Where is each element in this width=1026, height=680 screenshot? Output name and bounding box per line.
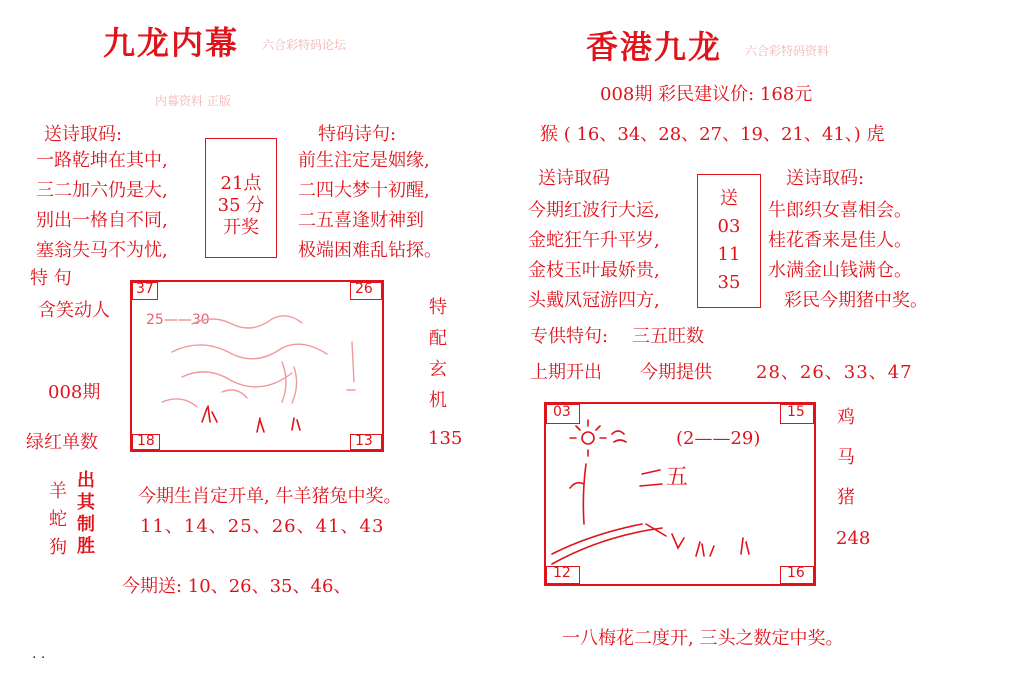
right-send-poem-label-left: 送诗取码 <box>538 168 610 189</box>
special-text: 三五旺数 <box>632 326 704 347</box>
poem-line: 二四大梦十初醒, <box>298 180 430 201</box>
corner-label-box: 26 <box>350 282 382 300</box>
poem-line: 头戴凤冠游四方, <box>528 290 660 311</box>
color-text: 绿红单数 <box>26 432 98 453</box>
poem-line: 极端困难乱钻探。 <box>298 240 442 261</box>
tepei-number: 135 <box>428 428 463 449</box>
sketch-drawing <box>546 404 810 580</box>
right-side-col: 鸡 马 猪 <box>837 407 855 508</box>
left-send-poem <box>36 146 168 266</box>
left-send-poem-label: 送诗取码: <box>44 124 123 145</box>
issue-number: 008期 <box>48 382 101 403</box>
chuqi-text: 今期生肖定开单, 牛羊猪兔中奖。 <box>138 486 402 507</box>
corner-label-box: 15 <box>780 404 814 424</box>
corner-label-box: 12 <box>546 566 580 584</box>
poem-line: 彩民今期猪中奖。 <box>784 290 928 311</box>
bottom-line: 一八梅花二度开, 三头之数定中奖。 <box>562 628 844 649</box>
poem-line: 桂花香来是佳人。 <box>768 230 912 251</box>
poem-line: 三二加六仍是大, <box>36 180 168 201</box>
picture-note: 25——30 <box>146 312 210 328</box>
chuqi-col: 出 其 制 胜 <box>77 470 95 557</box>
poem-line: 金蛇狂午升平岁, <box>528 230 660 251</box>
current-label: 今期提供 <box>640 362 712 383</box>
send-number-box: 送 03 11 35 <box>697 174 761 308</box>
corner-label-box: 13 <box>350 434 382 450</box>
left-tema-poem <box>298 146 442 266</box>
price-line: 008期 彩民建议价: 168元 <box>600 84 813 105</box>
right-send-poem-left <box>528 196 660 316</box>
left-title-sub: 六合彩特码论坛 <box>262 38 347 52</box>
right-picture-box <box>544 402 816 586</box>
left-tema-poem-label: 特码诗句: <box>318 124 397 145</box>
right-side-number: 248 <box>836 528 871 549</box>
draw-time-line: 开奖 <box>223 217 259 238</box>
corner-marks: . . <box>32 646 46 662</box>
poem-line: 金枝玉叶最娇贵, <box>528 260 660 281</box>
corner-label-box: 37 <box>132 282 158 300</box>
right-send-poem-label-right: 送诗取码: <box>786 168 865 189</box>
tejv-text: 含笑动人 <box>38 300 110 321</box>
corner-label-box: 18 <box>132 434 160 450</box>
poem-line: 二五喜逢财神到 <box>298 210 424 231</box>
corner-label-box: 03 <box>546 404 580 424</box>
right-title-sub: 六合彩特码资料 <box>745 44 830 58</box>
poem-line: 一路乾坤在其中, <box>36 150 168 171</box>
right-title: 香港九龙 <box>586 28 723 66</box>
draw-time-box <box>205 138 277 258</box>
sketch-drawing <box>132 282 378 446</box>
picture-character: 五 <box>666 465 689 490</box>
left-sub-header: 内幕资料 正版 <box>155 94 231 108</box>
special-label: 专供特句: <box>530 326 609 347</box>
poem-line: 今期红波行大运, <box>528 200 660 221</box>
zodiac-col: 羊 蛇 狗 <box>49 481 67 558</box>
current-numbers: 28、26、33、47 <box>756 362 913 383</box>
previous-label: 上期开出 <box>530 362 602 383</box>
chuqi-numbers: 11、14、25、26、41、43 <box>140 516 385 537</box>
poem-line: 水满金山钱满仓。 <box>768 260 912 281</box>
draw-time-line: 35 分 <box>217 195 265 216</box>
corner-label-box: 16 <box>780 566 814 584</box>
poem-line: 塞翁失马不为忧, <box>36 240 168 261</box>
left-title: 九龙内幕 <box>103 24 240 62</box>
picture-note: (2——29) <box>676 428 761 449</box>
tejv-label: 特 句 <box>30 268 72 289</box>
left-picture-box <box>130 280 384 452</box>
draw-time-line: 21点 <box>220 173 262 194</box>
poem-line: 牛郎织女喜相会。 <box>768 200 912 221</box>
poem-line: 别出一格自不同, <box>36 210 168 231</box>
send-numbers: 今期送: 10、26、35、46、 <box>122 576 352 597</box>
tepei-col: 特 配 玄 机 <box>429 297 447 411</box>
monkey-tiger-line: 猴 ( 16、34、28、27、19、21、41、) 虎 <box>540 124 885 145</box>
poem-line: 前生注定是姻缘, <box>298 150 430 171</box>
right-send-poem-right <box>768 196 928 316</box>
